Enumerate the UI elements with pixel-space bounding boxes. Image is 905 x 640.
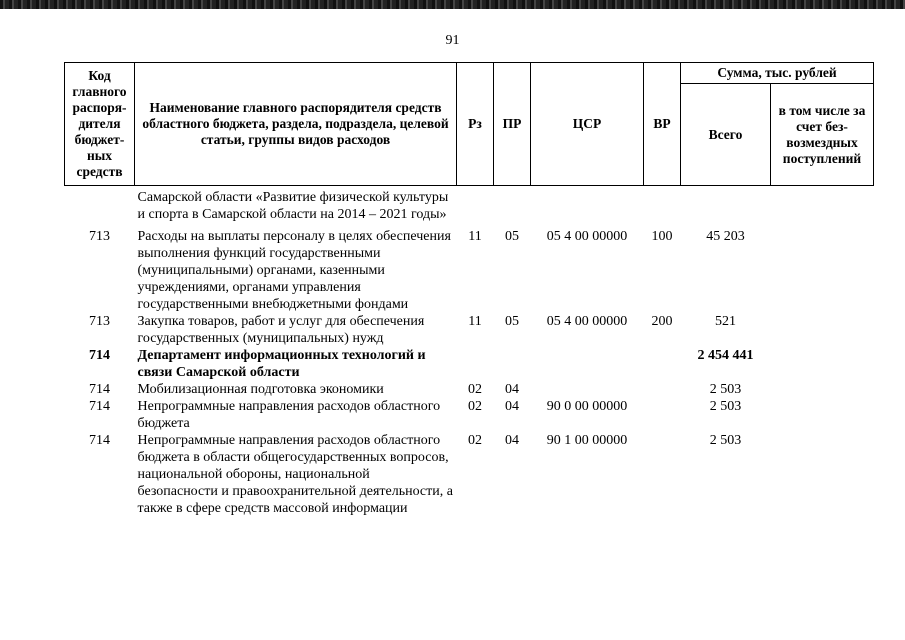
cell-csr <box>531 186 644 228</box>
cell-pr: 04 <box>505 398 519 414</box>
cell-name: Непрограммные направления расходов областного бюджета в области общегосударственных вопросов, национальной обороны, национальной безопасности и правоохранительной деятельности, а также в сфере средств массовой информации <box>137 432 453 516</box>
cell-bez <box>771 432 874 517</box>
cell-code: 714 <box>89 398 110 414</box>
table-body <box>65 186 874 517</box>
cell-name: Закупка товаров, работ и услуг для обеспечения государственных (муниципальных) нужд <box>137 313 425 346</box>
cell-code: 713 <box>89 228 110 244</box>
header-pr: ПР <box>494 63 531 186</box>
cell-pr <box>494 186 531 228</box>
cell-total: 2 503 <box>709 398 742 414</box>
cell-vr: 100 <box>651 228 673 244</box>
table-row <box>65 228 874 313</box>
cell-name: Департамент информационных технологий и связи Самарской области <box>137 347 426 380</box>
cell-csr: 05 4 00 00000 <box>546 313 628 329</box>
cell-vr <box>644 432 681 517</box>
cell-vr <box>644 186 681 228</box>
cell-bez <box>771 347 874 381</box>
cell-csr: 90 1 00 00000 <box>546 432 628 448</box>
cell-name: Расходы на выплаты персоналу в целях обеспечения выполнения функций государственными (муниципальными) органами, казенными учреждениями, органами управления государственными внебюджетными фондами <box>137 228 451 312</box>
cell-bez <box>771 313 874 347</box>
page-number: 91 <box>445 33 460 48</box>
scan-top-edge <box>0 0 905 9</box>
cell-rz: 11 <box>468 313 482 329</box>
cell-total: 2 503 <box>709 381 742 397</box>
cell-total: 45 203 <box>706 228 745 244</box>
table-row <box>65 398 874 432</box>
cell-csr <box>531 381 644 398</box>
cell-pr: 05 <box>505 228 519 244</box>
cell-rz: 02 <box>468 398 482 414</box>
cell-name: Мобилизационная подготовка экономики <box>137 381 384 397</box>
cell-code <box>65 186 135 228</box>
cell-csr <box>531 347 644 381</box>
header-name: Наименование главного распорядителя средств областного бюджета, раздела, подраздела, целевой статьи, группы видов расходов <box>135 63 457 186</box>
header-sum-bez: в том числе за счет без-возмездных поступлений <box>771 84 874 186</box>
header-sum-total: Всего <box>681 84 771 186</box>
header-code: Код главного распоря-дителя бюджет-ных средств <box>65 63 135 186</box>
cell-rz: 11 <box>468 228 482 244</box>
budget-table <box>64 62 874 517</box>
header-vr: ВР <box>644 63 681 186</box>
cell-bez <box>771 186 874 228</box>
cell-csr: 90 0 00 00000 <box>546 398 628 414</box>
cell-rz <box>457 347 494 381</box>
header-csr: ЦСР <box>531 63 644 186</box>
cell-total: 2 454 441 <box>697 347 754 363</box>
cell-csr: 05 4 00 00000 <box>546 228 628 244</box>
cell-vr: 200 <box>651 313 673 329</box>
cell-code: 714 <box>89 381 110 397</box>
cell-total: 521 <box>715 313 736 329</box>
cell-total: 2 503 <box>709 432 742 448</box>
cell-code: 714 <box>89 347 110 363</box>
header-rz: Рз <box>457 63 494 186</box>
cell-pr: 04 <box>505 432 519 448</box>
cell-code: 714 <box>89 432 110 448</box>
cell-name: Самарской области «Развитие физической культуры и спорта в Самарской области на 2014 – 2021 годы» <box>137 190 449 222</box>
cell-pr: 05 <box>505 313 519 329</box>
table-row <box>65 313 874 347</box>
cell-pr <box>494 347 531 381</box>
table-header <box>65 63 874 186</box>
cell-total <box>681 186 771 228</box>
cell-vr <box>644 381 681 398</box>
header-sum-group: Сумма, тыс. рублей <box>681 63 874 84</box>
cell-bez <box>771 381 874 398</box>
cell-bez <box>771 398 874 432</box>
cell-vr <box>644 347 681 381</box>
cell-pr: 04 <box>505 381 519 397</box>
cell-code: 713 <box>89 313 110 329</box>
cell-rz <box>457 186 494 228</box>
table-row <box>65 381 874 398</box>
cell-name: Непрограммные направления расходов областного бюджета <box>137 398 441 431</box>
table-row <box>65 347 874 381</box>
table-row <box>65 432 874 517</box>
cell-rz: 02 <box>468 381 482 397</box>
cell-vr <box>644 398 681 432</box>
table-row <box>65 186 874 228</box>
cell-bez <box>771 228 874 313</box>
cell-rz: 02 <box>468 432 482 448</box>
